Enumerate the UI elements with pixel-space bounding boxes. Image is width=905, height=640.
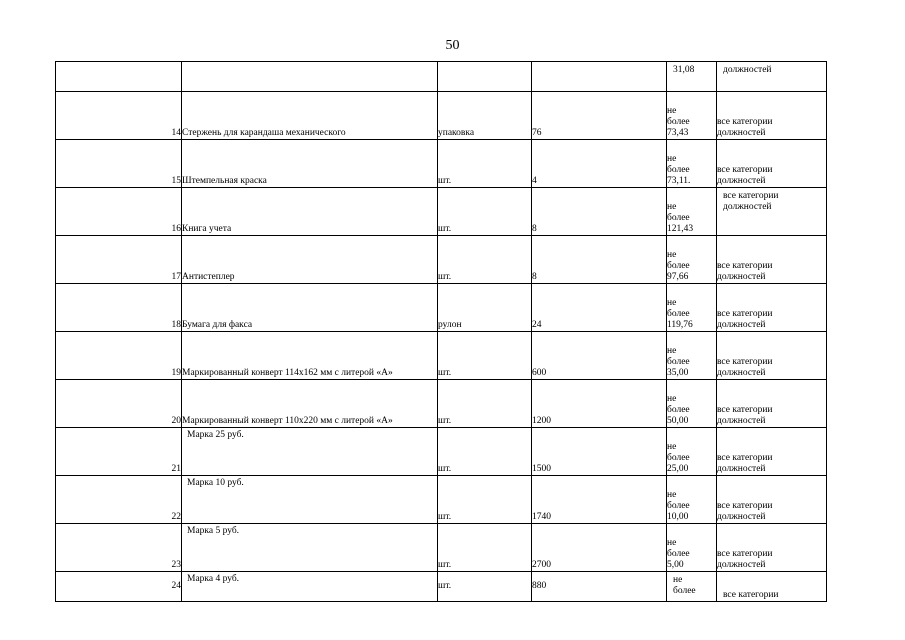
item-name-cell (182, 380, 438, 428)
quantity-cell (532, 572, 667, 602)
category-cell (717, 236, 827, 284)
row-number: 24 (171, 581, 181, 591)
category-line: должностей (717, 560, 766, 570)
price-cell (667, 140, 717, 188)
price-line: 97,66 (667, 272, 689, 282)
price-cell (667, 428, 717, 476)
unit-text: шт. (438, 272, 452, 282)
page-number: 50 (445, 38, 460, 53)
quantity-value: 1740 (532, 512, 551, 522)
item-name-cell (182, 572, 438, 602)
quantity-value: 1200 (532, 416, 551, 426)
price-line: более (667, 357, 690, 367)
price-line: не (667, 346, 677, 356)
unit-cell (438, 236, 532, 284)
price-cell (667, 524, 717, 572)
item-name-cell (182, 476, 438, 524)
price-cell (667, 572, 717, 602)
unit-text: шт. (438, 224, 452, 234)
price-line: 35,00 (667, 368, 689, 378)
item-name-cell (182, 188, 438, 236)
category-line: должностей (717, 272, 766, 282)
category-line: должностей (723, 202, 772, 212)
quantity-value: 8 (532, 224, 537, 234)
price-value: 31,08 (673, 65, 695, 75)
supplies-table (55, 61, 827, 602)
row-number-cell (56, 428, 182, 476)
price-line: более (667, 213, 690, 223)
table-row (56, 62, 827, 92)
row-number-cell (56, 380, 182, 428)
table-row (56, 332, 827, 380)
category-cell (717, 572, 827, 602)
quantity-cell (532, 428, 667, 476)
price-line: более (667, 261, 690, 271)
category-cell (717, 188, 827, 236)
item-name: Штемпельная краска (182, 176, 267, 186)
category-line: все категории (723, 590, 779, 600)
unit-text: шт. (438, 416, 452, 426)
quantity-cell (532, 476, 667, 524)
table-row (56, 188, 827, 236)
category-line: все категории (717, 501, 773, 511)
quantity-value: 8 (532, 272, 537, 282)
category-line: должностей (717, 128, 766, 138)
quantity-value: 2700 (532, 560, 551, 570)
quantity-value: 600 (532, 368, 547, 378)
unit-text: шт. (438, 512, 452, 522)
category-cell (717, 92, 827, 140)
price-cell (667, 236, 717, 284)
item-name: Бумага для факса (182, 320, 253, 330)
row-number: 18 (171, 320, 181, 330)
price-line: 5,00 (667, 560, 684, 570)
unit-cell (438, 572, 532, 602)
table-row (56, 236, 827, 284)
unit-text: шт. (438, 368, 452, 378)
row-number: 21 (171, 464, 181, 474)
price-cell (667, 284, 717, 332)
table-row (56, 140, 827, 188)
price-line: более (667, 453, 690, 463)
row-number-cell (56, 140, 182, 188)
category-line: должностей (717, 464, 766, 474)
quantity-value: 24 (532, 320, 542, 330)
item-name-cell (182, 428, 438, 476)
quantity-cell (532, 380, 667, 428)
price-cell (667, 92, 717, 140)
item-name: Стержень для карандаша механического (182, 128, 346, 138)
row-number: 19 (171, 368, 181, 378)
item-name-cell (182, 524, 438, 572)
unit-text: шт. (438, 464, 452, 474)
price-line: 73,43 (667, 128, 689, 138)
category-line: должностей (717, 512, 766, 522)
unit-cell (438, 140, 532, 188)
category-text: должностей (723, 65, 772, 75)
row-number-cell (56, 284, 182, 332)
category-line: все категории (717, 453, 773, 463)
row-number: 16 (171, 224, 181, 234)
price-line: не (667, 202, 677, 212)
price-line: более (667, 405, 690, 415)
quantity-cell (532, 188, 667, 236)
quantity-cell (532, 236, 667, 284)
item-name-cell (182, 332, 438, 380)
row-number-cell (56, 476, 182, 524)
unit-cell (438, 476, 532, 524)
price-line: не (667, 250, 677, 260)
unit-cell (438, 188, 532, 236)
unit-text: упаковка (438, 128, 475, 138)
price-cell (667, 380, 717, 428)
quantity-value: 4 (532, 176, 537, 186)
price-line: 25,00 (667, 464, 689, 474)
row-number: 15 (171, 176, 181, 186)
unit-text: шт. (438, 176, 452, 186)
row-number: 20 (171, 416, 181, 426)
category-line: все категории (717, 309, 773, 319)
unit-cell (438, 524, 532, 572)
item-name: Марка 4 руб. (187, 574, 240, 584)
row-number-cell (56, 236, 182, 284)
quantity-value: 76 (532, 128, 542, 138)
item-name: Марка 10 руб. (187, 478, 244, 488)
price-line: не (667, 394, 677, 404)
row-number: 17 (171, 272, 181, 282)
price-line: 73,11. (667, 176, 691, 186)
category-line: должностей (717, 176, 766, 186)
price-line: 10,00 (667, 512, 689, 522)
quantity-cell (532, 332, 667, 380)
unit-cell (438, 284, 532, 332)
item-name-cell (182, 236, 438, 284)
unit-text: шт. (438, 560, 452, 570)
price-line: более (667, 501, 690, 511)
quantity-cell (532, 284, 667, 332)
unit-cell (438, 62, 532, 92)
item-name: Книга учета (182, 224, 232, 234)
category-cell (717, 476, 827, 524)
item-name-cell (182, 284, 438, 332)
row-number: 22 (171, 512, 181, 522)
quantity-value: 880 (532, 581, 547, 591)
price-line: не (667, 298, 677, 308)
unit-cell (438, 332, 532, 380)
unit-cell (438, 428, 532, 476)
table-row (56, 572, 827, 602)
item-name: Маркированный конверт 110х220 мм с литерой «А» (182, 416, 393, 426)
row-number-cell (56, 524, 182, 572)
item-name: Марка 25 руб. (187, 430, 244, 440)
table-row (56, 92, 827, 140)
price-line: более (667, 309, 690, 319)
category-line: должностей (717, 320, 766, 330)
price-line: 50,00 (667, 416, 689, 426)
price-line: не (667, 538, 677, 548)
table-row (56, 380, 827, 428)
item-name-cell (182, 140, 438, 188)
category-cell (717, 380, 827, 428)
row-number-cell (56, 188, 182, 236)
category-line: должностей (717, 416, 766, 426)
table-row (56, 476, 827, 524)
quantity-cell (532, 140, 667, 188)
item-name: Маркированный конверт 114х162 мм с литерой «А» (182, 368, 393, 378)
price-cell (667, 332, 717, 380)
price-line: более (667, 549, 690, 559)
category-cell (717, 332, 827, 380)
quantity-cell (532, 524, 667, 572)
price-line: более (667, 117, 690, 127)
price-line: не (673, 575, 683, 585)
quantity-value: 1500 (532, 464, 551, 474)
row-number-cell (56, 572, 182, 602)
item-name-cell (182, 92, 438, 140)
category-line: все категории (717, 117, 773, 127)
row-number: 14 (171, 128, 181, 138)
price-cell (667, 476, 717, 524)
category-line: все категории (717, 549, 773, 559)
price-line: не (667, 154, 677, 164)
price-line: более (667, 165, 690, 175)
item-name: Марка 5 руб. (187, 526, 240, 536)
row-number-cell (56, 332, 182, 380)
category-line: все категории (717, 357, 773, 367)
category-cell (717, 524, 827, 572)
price-line: не (667, 490, 677, 500)
category-line: все категории (717, 405, 773, 415)
category-cell (717, 140, 827, 188)
quantity-cell (532, 92, 667, 140)
quantity-cell (532, 62, 667, 92)
unit-text: шт. (438, 581, 452, 591)
price-cell (667, 188, 717, 236)
category-line: все категории (717, 261, 773, 271)
category-cell (717, 62, 827, 92)
unit-cell (438, 380, 532, 428)
price-line: не (667, 106, 677, 116)
price-line: более (673, 586, 696, 596)
item-name: Антистеплер (182, 272, 235, 282)
row-number-cell (56, 92, 182, 140)
category-line: все категории (717, 165, 773, 175)
table-row (56, 428, 827, 476)
category-line: все категории (723, 191, 779, 201)
unit-cell (438, 92, 532, 140)
price-line: не (667, 442, 677, 452)
price-cell (667, 62, 717, 92)
row-number: 23 (171, 560, 181, 570)
table-row (56, 524, 827, 572)
unit-text: рулон (438, 320, 462, 330)
category-cell (717, 284, 827, 332)
table-row (56, 284, 827, 332)
item-name-cell (182, 62, 438, 92)
category-line: должностей (717, 368, 766, 378)
price-line: 119,76 (667, 320, 693, 330)
price-line: 121,43 (667, 224, 694, 234)
category-cell (717, 428, 827, 476)
row-number-cell (56, 62, 182, 92)
